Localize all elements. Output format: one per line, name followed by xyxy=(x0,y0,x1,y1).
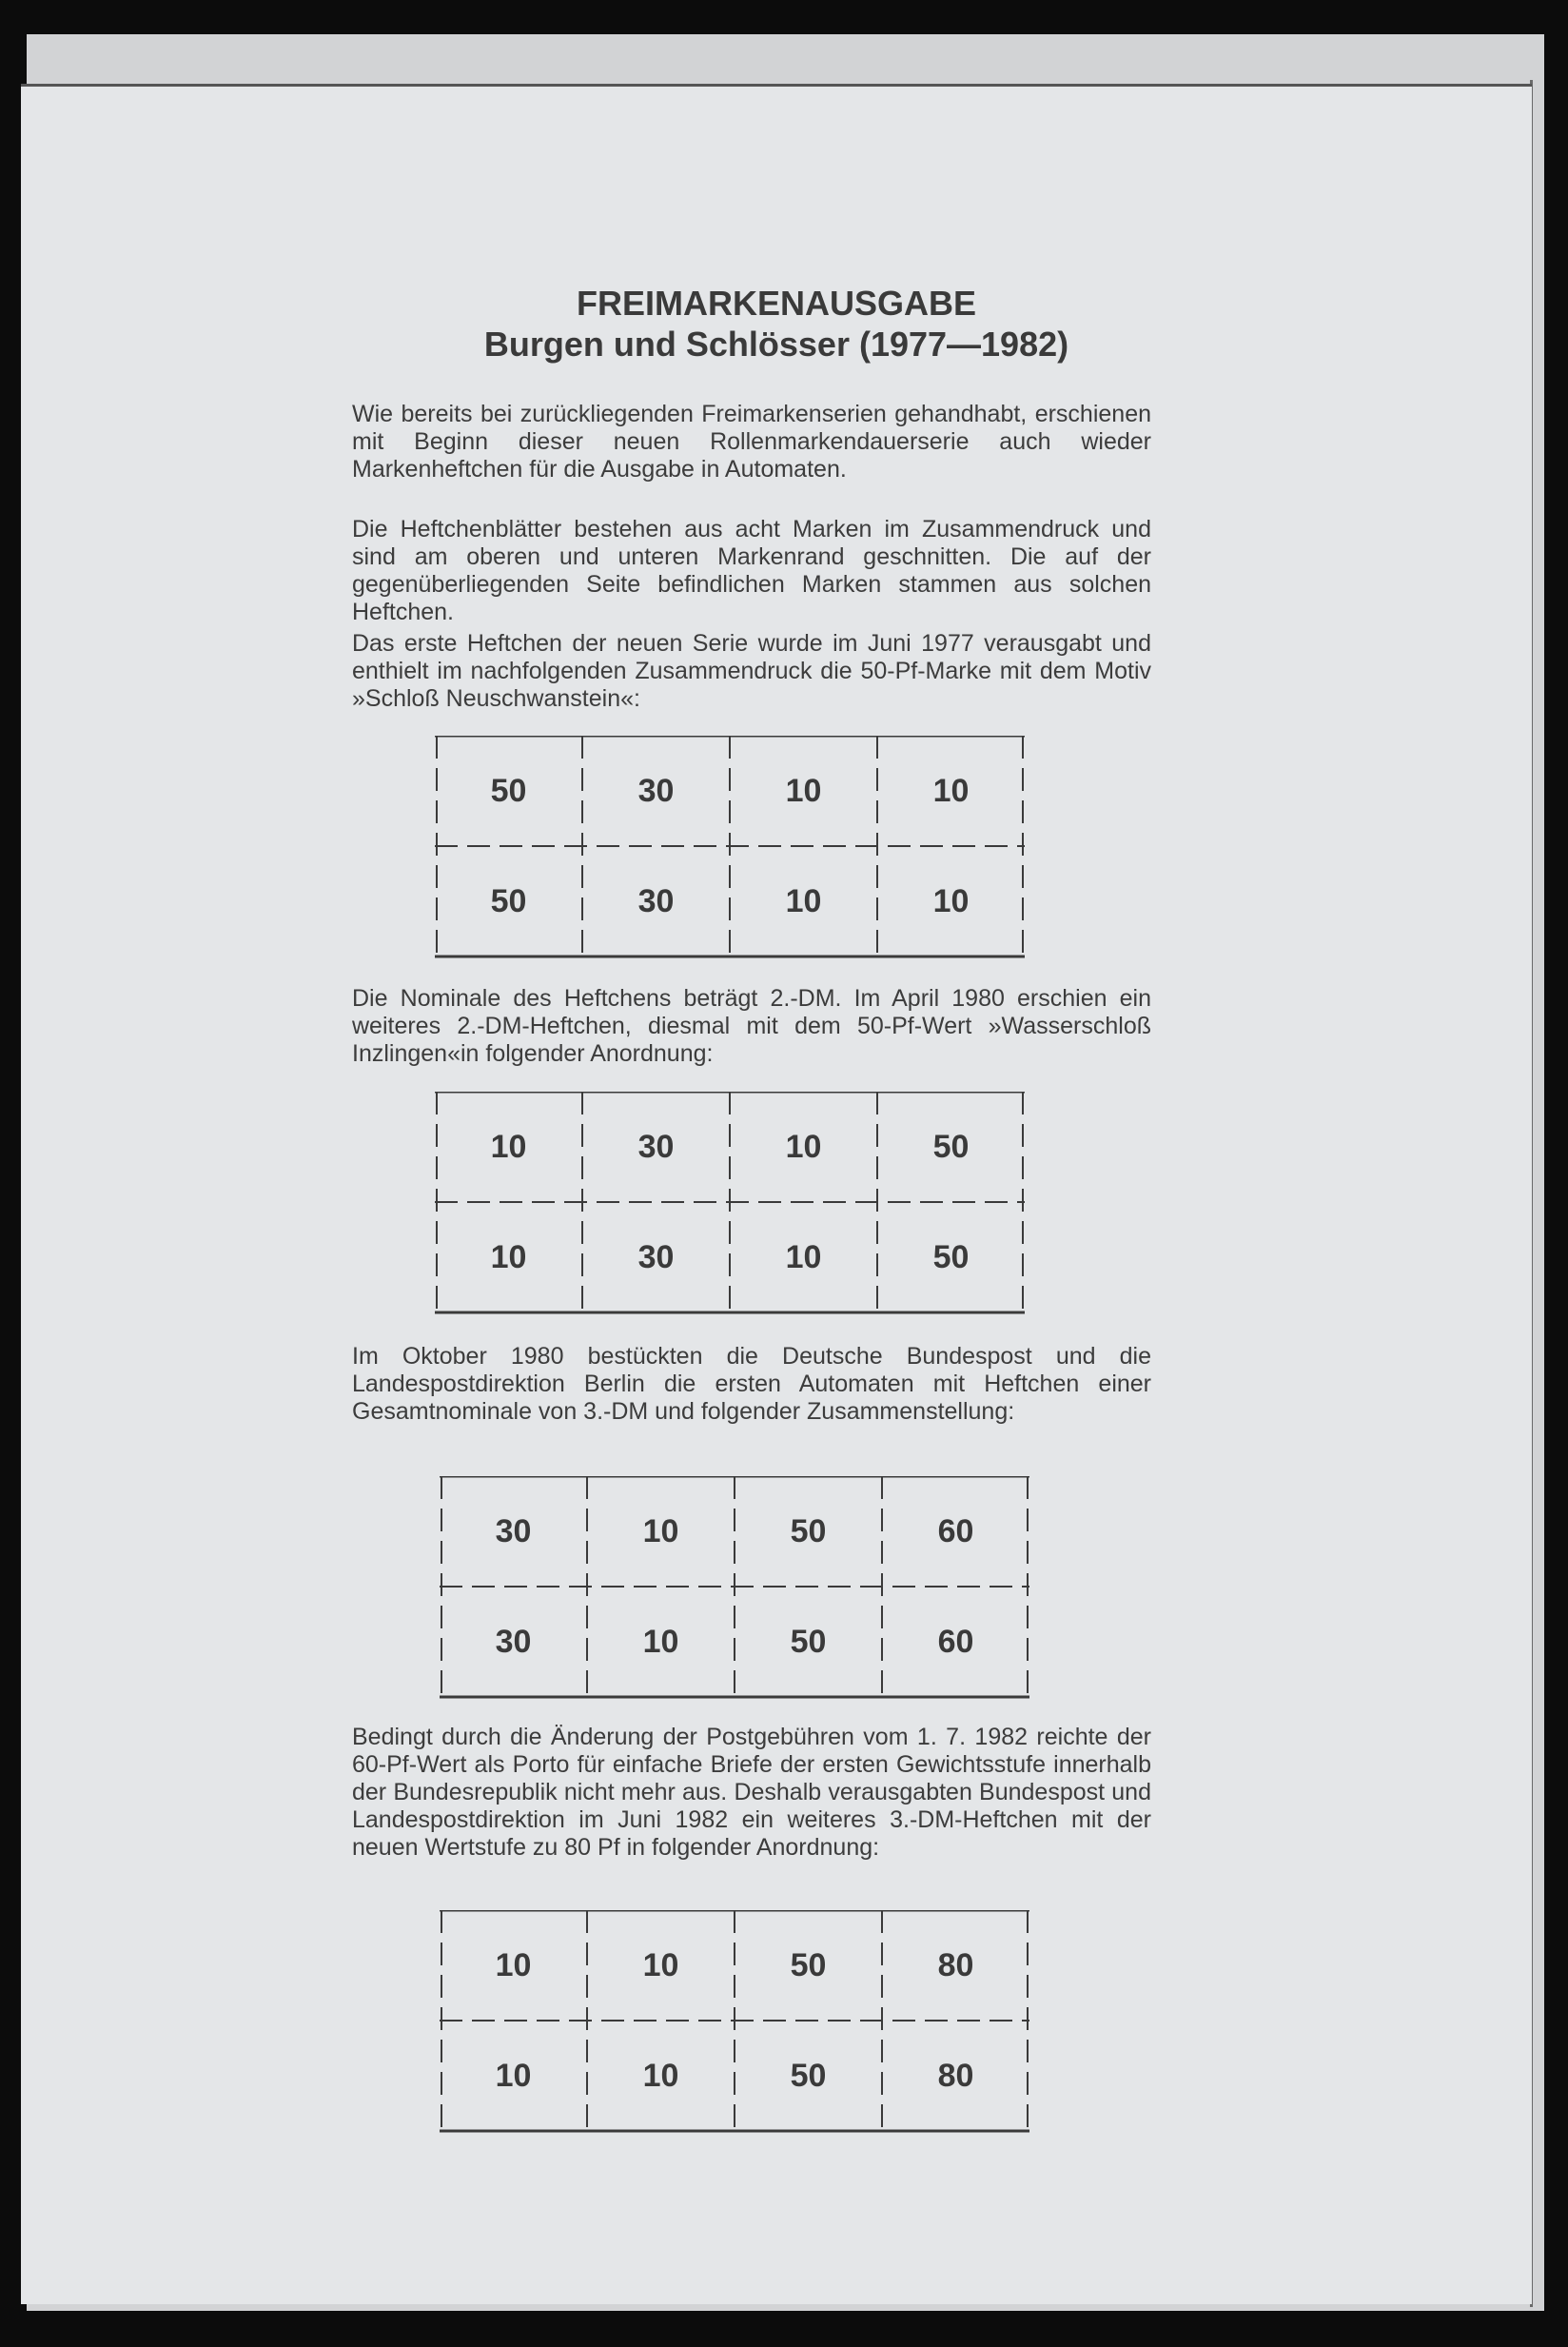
stamp-value: 10 xyxy=(642,1512,679,1549)
booklet-layout-1980-april xyxy=(435,1092,1025,1312)
stamp-value: 50 xyxy=(932,1238,970,1275)
stamp-value: 10 xyxy=(785,882,822,919)
stamp-value: 10 xyxy=(495,2057,532,2094)
stamp-value: 80 xyxy=(937,1946,974,1983)
stamp-value: 30 xyxy=(495,1512,532,1549)
paragraph-second-booklet: Die Nominale des Heftchens beträgt 2.-DM. Im April 1980 erschien ein weiteres 2.-DM-Heftchen, diesmal mit dem 50-Pf-Wert »Wasserschloß Inzlingen«in folgender Anordnung: xyxy=(352,985,1151,1067)
stamp-value: 50 xyxy=(490,772,527,809)
booklet-layout-1982 xyxy=(440,1910,1029,2131)
stamp-value: 10 xyxy=(642,2057,679,2094)
paragraph-third-booklet: Im Oktober 1980 bestückten die Deutsche Bundespost und die Landespostdirektion Berlin die ersten Automaten mit Heftchen einer Gesamtnominale von 3.-DM und folgender Zusammenstellung: xyxy=(352,1343,1151,1425)
paragraph-intro: Wie bereits bei zurückliegenden Freimarkenserien gehandhabt, erschienen mit Beginn dieser neuen Rollenmarkendauerserie auch wieder Markenheftchen für die Ausgabe in Automaten. xyxy=(352,401,1151,483)
stamp-value: 10 xyxy=(785,772,822,809)
paragraph-fourth-booklet: Bedingt durch die Änderung der Postgebühren vom 1. 7. 1982 reichte der 60-Pf-Wert als Porto für einfache Briefe der ersten Gewichtsstufe innerhalb der Bundesrepublik nicht mehr aus. Deshalb verausgabten Bundespost und Landespostdirektion im Juni 1982 ein weiteres 3.-DM-Heftchen mit der neuen Wertstufe zu 80 Pf in folgender Anordnung: xyxy=(352,1724,1151,1861)
stamp-value: 30 xyxy=(637,1128,675,1165)
page-title: FREIMARKENAUSGABE xyxy=(576,284,976,323)
stamp-value: 50 xyxy=(790,2057,827,2094)
stamp-value: 10 xyxy=(785,1238,822,1275)
stamp-value: 10 xyxy=(495,1946,532,1983)
stamp-value: 50 xyxy=(490,882,527,919)
stamp-value: 10 xyxy=(642,1623,679,1660)
stamp-value: 10 xyxy=(490,1128,527,1165)
stamp-value: 10 xyxy=(642,1946,679,1983)
stamp-value: 10 xyxy=(785,1128,822,1165)
stamp-value: 80 xyxy=(937,2057,974,2094)
booklet-layout-1977 xyxy=(435,736,1025,957)
stamp-value: 60 xyxy=(937,1623,974,1660)
stamp-value: 30 xyxy=(637,1238,675,1275)
stamp-value: 50 xyxy=(932,1128,970,1165)
stamp-value: 30 xyxy=(637,882,675,919)
album-page xyxy=(21,84,1532,2304)
stamp-value: 30 xyxy=(495,1623,532,1660)
stamp-value: 50 xyxy=(790,1623,827,1660)
stamp-value: 10 xyxy=(490,1238,527,1275)
stamp-value: 50 xyxy=(790,1946,827,1983)
paragraph-sheets: Die Heftchenblätter bestehen aus acht Marken im Zusammendruck und sind am oberen und unteren Markenrand geschnitten. Die auf der gegenüberliegenden Seite befindlichen Marken stammen aus solchen Heftchen. xyxy=(352,516,1151,625)
stamp-value: 50 xyxy=(790,1512,827,1549)
stamp-value: 10 xyxy=(932,772,970,809)
stamp-value: 10 xyxy=(932,882,970,919)
booklet-layout-1980-october xyxy=(440,1476,1029,1697)
stamp-value: 30 xyxy=(637,772,675,809)
page-subtitle: Burgen und Schlösser (1977—1982) xyxy=(483,325,1069,364)
stamp-value: 60 xyxy=(937,1512,974,1549)
paragraph-first-booklet: Das erste Heftchen der neuen Serie wurde im Juni 1977 verausgabt und enthielt im nachfolgenden Zusammendruck die 50-Pf-Marke mit dem Motiv »Schloß Neuschwanstein«: xyxy=(352,630,1151,712)
